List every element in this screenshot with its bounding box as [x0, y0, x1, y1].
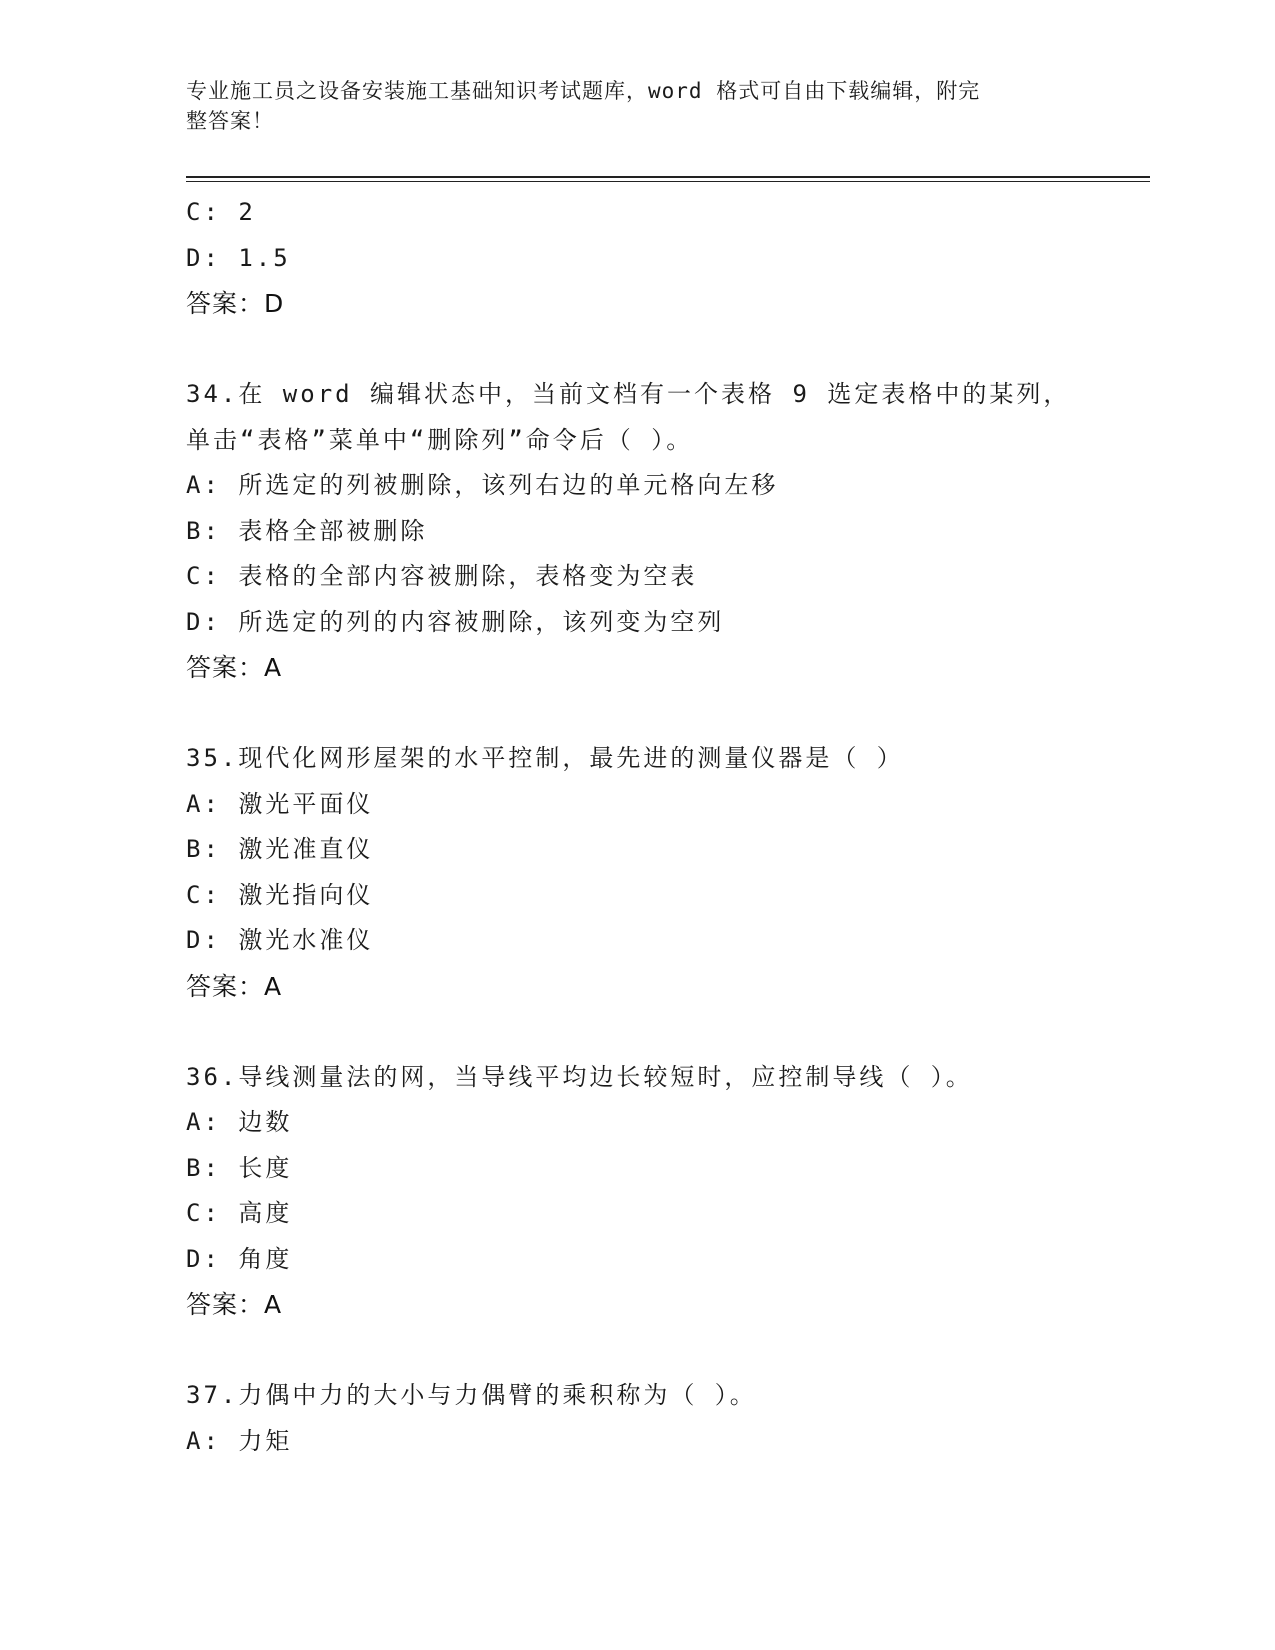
option-d: D: 1.5: [186, 243, 291, 272]
header-title-line-1: 专业施工员之设备安装施工基础知识考试题库，word 格式可自由下载编辑，附完: [186, 79, 981, 103]
option-c: C: 激光指向仪: [186, 880, 374, 909]
question-stem: 单击“表格”菜单中“删除列”命令后（ ）。: [186, 425, 694, 454]
question-stem: 35.现代化网形屋架的水平控制，最先进的测量仪器是（ ）: [186, 744, 904, 772]
option-b: B: 长度: [186, 1153, 293, 1182]
question-spacer: [186, 1009, 1086, 1055]
option-a: A: 激光平面仪: [186, 789, 374, 818]
question-stem: 34.在 word 编辑状态中，当前文档有一个表格 9 选定表格中的某列，: [186, 380, 1071, 408]
header-divider-thin: [186, 181, 1150, 182]
question-spacer: [186, 1328, 1086, 1374]
header-divider-thick: [186, 176, 1150, 178]
question-list: [186, 190, 1086, 1464]
option-b: B: 表格全部被删除: [186, 516, 428, 545]
header-title-line-2: 整答案！: [186, 109, 274, 133]
option-a: A: 力矩: [186, 1426, 293, 1455]
option-a: A: 所选定的列被删除，该列右边的单元格向左移: [186, 471, 779, 499]
document-header: [186, 76, 1066, 136]
answer-label: 答案：A: [186, 1290, 283, 1319]
question-spacer: [186, 327, 1086, 373]
option-d: D: 所选定的列的内容被删除，该列变为空列: [186, 607, 725, 636]
option-c: C: 表格的全部内容被删除，表格变为空表: [186, 562, 698, 590]
answer-label: 答案：D: [186, 289, 285, 318]
option-a: A: 边数: [186, 1108, 293, 1136]
answer-label: 答案：A: [186, 653, 283, 682]
question-36: [186, 1055, 1086, 1328]
option-d: D: 激光水准仪: [186, 926, 374, 954]
question-stem: 36.导线测量法的网，当导线平均边长较短时，应控制导线（ ）。: [186, 1062, 973, 1091]
question-spacer: [186, 691, 1086, 737]
answer-label: 答案：A: [186, 971, 283, 1001]
option-c: C: 高度: [186, 1199, 293, 1227]
question-34: [186, 372, 1086, 691]
question-37: [186, 1373, 1086, 1464]
option-d: D: 角度: [186, 1244, 293, 1273]
option-c: C: 2: [186, 198, 256, 226]
question-continued: [186, 190, 1086, 327]
question-stem: 37.力偶中力的大小与力偶臂的乘积称为（ ）。: [186, 1381, 757, 1409]
option-b: B: 激光准直仪: [186, 835, 374, 863]
question-35: [186, 736, 1086, 1009]
